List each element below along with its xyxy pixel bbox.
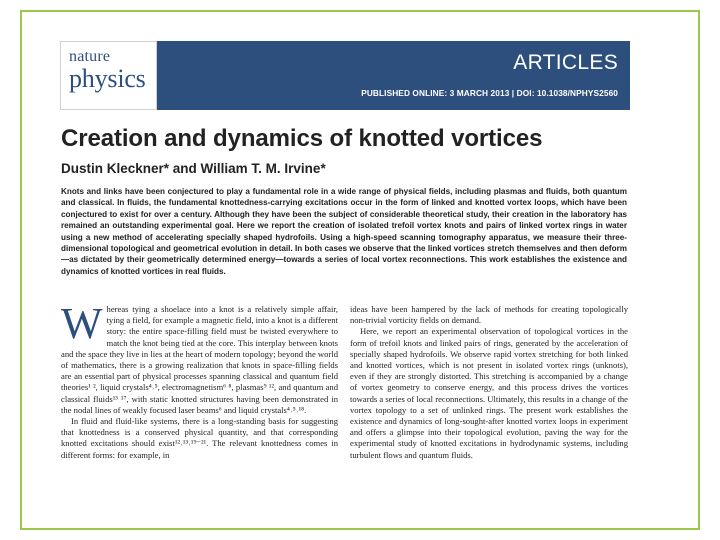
journal-header (60, 41, 630, 110)
body-paragraph: hereas tying a shoelace into a knot is a relatively simple affair, tying a field, for example a magnetic field, into a knot is a different story: the entire space-filling field must be twisted everywhere to match the knot being tied at the core. This interplay between knots and the space they live in lies at the heart of modern topology; beyond the world of mathematics, there is a growing realization that knots in space-filling fields are an essential part of physical processes spanning classical and quantum field theories¹ ², liquid crystals⁴˒⁵, electromagnetism⁶ ⁸, plasmas⁹ ¹², and quantum and classical fluids¹³ ¹⁷, with static knotted structures having been demonstrated in the nodal lines of weakly focused laser beams⁶ and liquid crystals⁴˒⁵˒¹⁸. (61, 304, 338, 415)
body-paragraph: In fluid and fluid-like systems, there is a long-standing basis for suggesting that knottedness is a conserved physical quantity, and that corresponding knotted excitations should exist¹²˒¹³˒¹⁹⁻²¹. The relevant knottedness comes in different forms: for example, in (61, 416, 338, 460)
article-title: Creation and dynamics of knotted vortices (61, 125, 543, 152)
article-abstract: Knots and links have been conjectured to play a fundamental role in a wide range of physical fields, including plasmas and fluids, both quantum and classical. In fluids, the fundamental knottedness-carrying excitations occur in the form of linked and knotted vortex loops, which have been conjectured to exist for over a century. Although they have been the subject of considerable theoretical study, their creation in the laboratory has remained an outstanding experimental goal. Here we report the creation of isolated trefoil vortex knots and pairs of linked vortex rings in water using a new method of accelerating specially shaped hydrofoils. Using a high-speed scanning tomography apparatus, we measure their three-dimensional topological and geometrical evolution in detail. In both cases we observe that the linked vortices stretch themselves and then deform—as dictated by their geometrically determined energy—towards a series of local vortex reconnections. This work establishes the existence and dynamics of knotted vortices in real fluids. (61, 187, 627, 276)
drop-cap: W (61, 299, 103, 348)
publication-info: PUBLISHED ONLINE: 3 MARCH 2013 | DOI: 10.1038/NPHYS2560 (361, 88, 618, 98)
logo-nature-text: nature (69, 48, 111, 65)
journal-logo (60, 41, 157, 110)
body-paragraph: ideas have been hampered by the lack of methods for creating topologically non-trivial vorticity fields on demand. (350, 304, 628, 326)
article-authors: Dustin Kleckner* and William T. M. Irvine* (61, 161, 326, 176)
body-column-right (350, 304, 628, 461)
body-column-left (61, 299, 338, 461)
section-label: ARTICLES (513, 51, 618, 74)
logo-physics-text: physics (69, 64, 146, 93)
body-paragraph: Here, we report an experimental observation of topological vortices in the form of trefoil knots and linked pairs of rings, generated by the acceleration of specially shaped hydrofoils. We observe rapid vortex stretching for both linked and knotted vortices, which is not present in isolated vortex rings (unknots), even if they are strongly distorted. This stretching is accompanied by a change of vortex geometry to conserve energy, and this process drives the vortices towards a series of local reconnections. Ultimately, this results in a change of the vortex topology to a set of unlinked rings. The present work establishes the existence and dynamics of long-sought-after knotted vortex loops in experiment and offers a glimpse into their topological evolution, paving the way for the experimental study of knotted excitations in hydrodynamic systems, including turbulent flows and quantum fluids. (350, 326, 628, 460)
